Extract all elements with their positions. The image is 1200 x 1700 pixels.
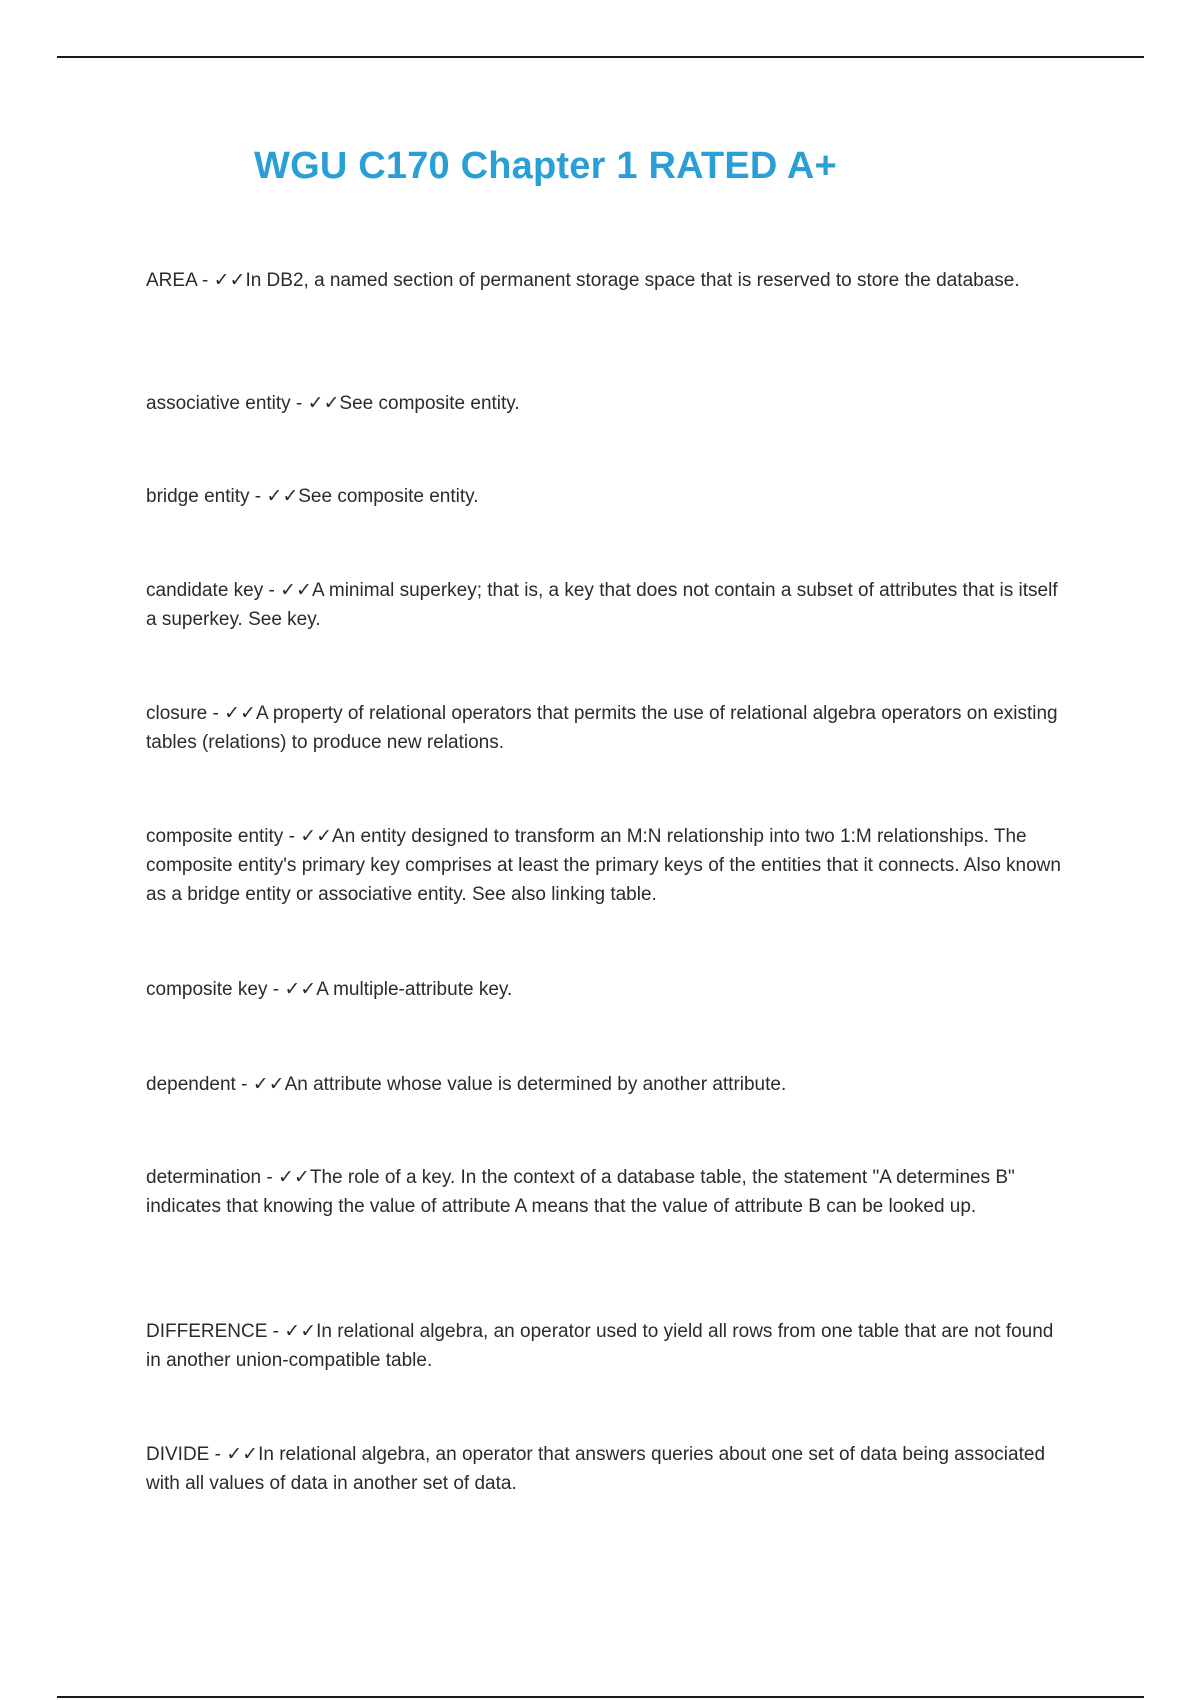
check-marks-icon: ✓✓ xyxy=(280,579,312,601)
glossary-entry-divide xyxy=(146,1440,1066,1498)
entry-definition: A multiple-attribute key. xyxy=(316,979,513,1000)
entry-term: dependent xyxy=(146,1074,236,1095)
entry-separator: - xyxy=(235,1074,253,1095)
entry-term: associative entity xyxy=(146,393,291,414)
glossary-entry-area xyxy=(146,266,1066,295)
entry-term: determination xyxy=(146,1167,262,1188)
entry-definition: The role of a key. In the context of a database table, the statement "A determines B" indicates that knowing the value of attribute A means that the value of attribute B can be looked up. xyxy=(146,1167,1015,1217)
footer-rule xyxy=(57,1696,1144,1698)
entry-separator: - xyxy=(249,486,267,507)
entry-separator: - xyxy=(207,703,225,724)
glossary-entry-composite-key xyxy=(146,975,1066,1004)
entry-term: AREA xyxy=(146,270,197,291)
header-rule xyxy=(57,56,1144,58)
entry-separator: - xyxy=(267,979,285,1000)
glossary-entry-associative-entity xyxy=(146,389,1066,418)
entry-separator: - xyxy=(267,1321,285,1342)
glossary-entry-dependent xyxy=(146,1070,1066,1099)
entry-term: candidate key xyxy=(146,580,264,601)
check-marks-icon: ✓✓ xyxy=(224,702,256,724)
entry-term: composite key xyxy=(146,979,268,1000)
entry-term: composite entity xyxy=(146,826,284,847)
check-marks-icon: ✓✓ xyxy=(266,485,299,507)
check-marks-icon: ✓✓ xyxy=(278,1166,310,1188)
entry-term: bridge entity xyxy=(146,486,250,507)
entry-definition: A property of relational operators that permits the use of relational algebra operators on existing tables (relations) to produce new relations. xyxy=(146,703,1058,753)
check-marks-icon: ✓✓ xyxy=(226,1443,259,1465)
glossary-entry-difference xyxy=(146,1317,1066,1375)
check-marks-icon: ✓✓ xyxy=(307,392,340,414)
entry-term: closure xyxy=(146,703,208,724)
glossary-entry-candidate-key xyxy=(146,576,1066,634)
entry-definition: An attribute whose value is determined by another attribute. xyxy=(284,1074,787,1095)
entry-separator: - xyxy=(263,580,281,601)
entry-separator: - xyxy=(283,826,301,847)
glossary-entry-closure xyxy=(146,699,1066,757)
entry-definition: See composite entity. xyxy=(298,486,479,507)
entry-separator: - xyxy=(290,393,308,414)
glossary-entry-composite-entity xyxy=(146,822,1066,909)
entry-term: DIVIDE xyxy=(146,1444,210,1465)
check-marks-icon: ✓✓ xyxy=(284,978,317,1000)
entry-definition: An entity designed to transform an M:N relationship into two 1:M relationships. The composite entity's primary key comprises at least the primary keys of the entities that it connects. Also known as a bridge entity or associative entity. See also linking table. xyxy=(146,826,1061,905)
entry-term: DIFFERENCE xyxy=(146,1321,268,1342)
check-marks-icon: ✓✓ xyxy=(213,269,246,291)
entry-separator: - xyxy=(196,270,214,291)
glossary-entry-determination xyxy=(146,1163,1066,1221)
entry-definition: A minimal superkey; that is, a key that does not contain a subset of attributes that is itself a superkey. See key. xyxy=(146,580,1058,630)
check-marks-icon: ✓✓ xyxy=(252,1073,285,1095)
entry-separator: - xyxy=(261,1167,279,1188)
entry-definition: In DB2, a named section of permanent storage space that is reserved to store the database. xyxy=(245,270,1020,291)
entry-separator: - xyxy=(209,1444,227,1465)
check-marks-icon: ✓✓ xyxy=(300,825,333,847)
glossary-entry-bridge-entity xyxy=(146,482,1066,511)
check-marks-icon: ✓✓ xyxy=(284,1320,317,1342)
document-title: WGU C170 Chapter 1 RATED A+ xyxy=(254,145,837,187)
entry-definition: See composite entity. xyxy=(339,393,520,414)
entry-definition: In relational algebra, an operator that answers queries about one set of data being associated with all values of data in another set of data. xyxy=(146,1444,1046,1494)
entry-definition: In relational algebra, an operator used to yield all rows from one table that are not found in another union-compatible table. xyxy=(146,1321,1054,1371)
